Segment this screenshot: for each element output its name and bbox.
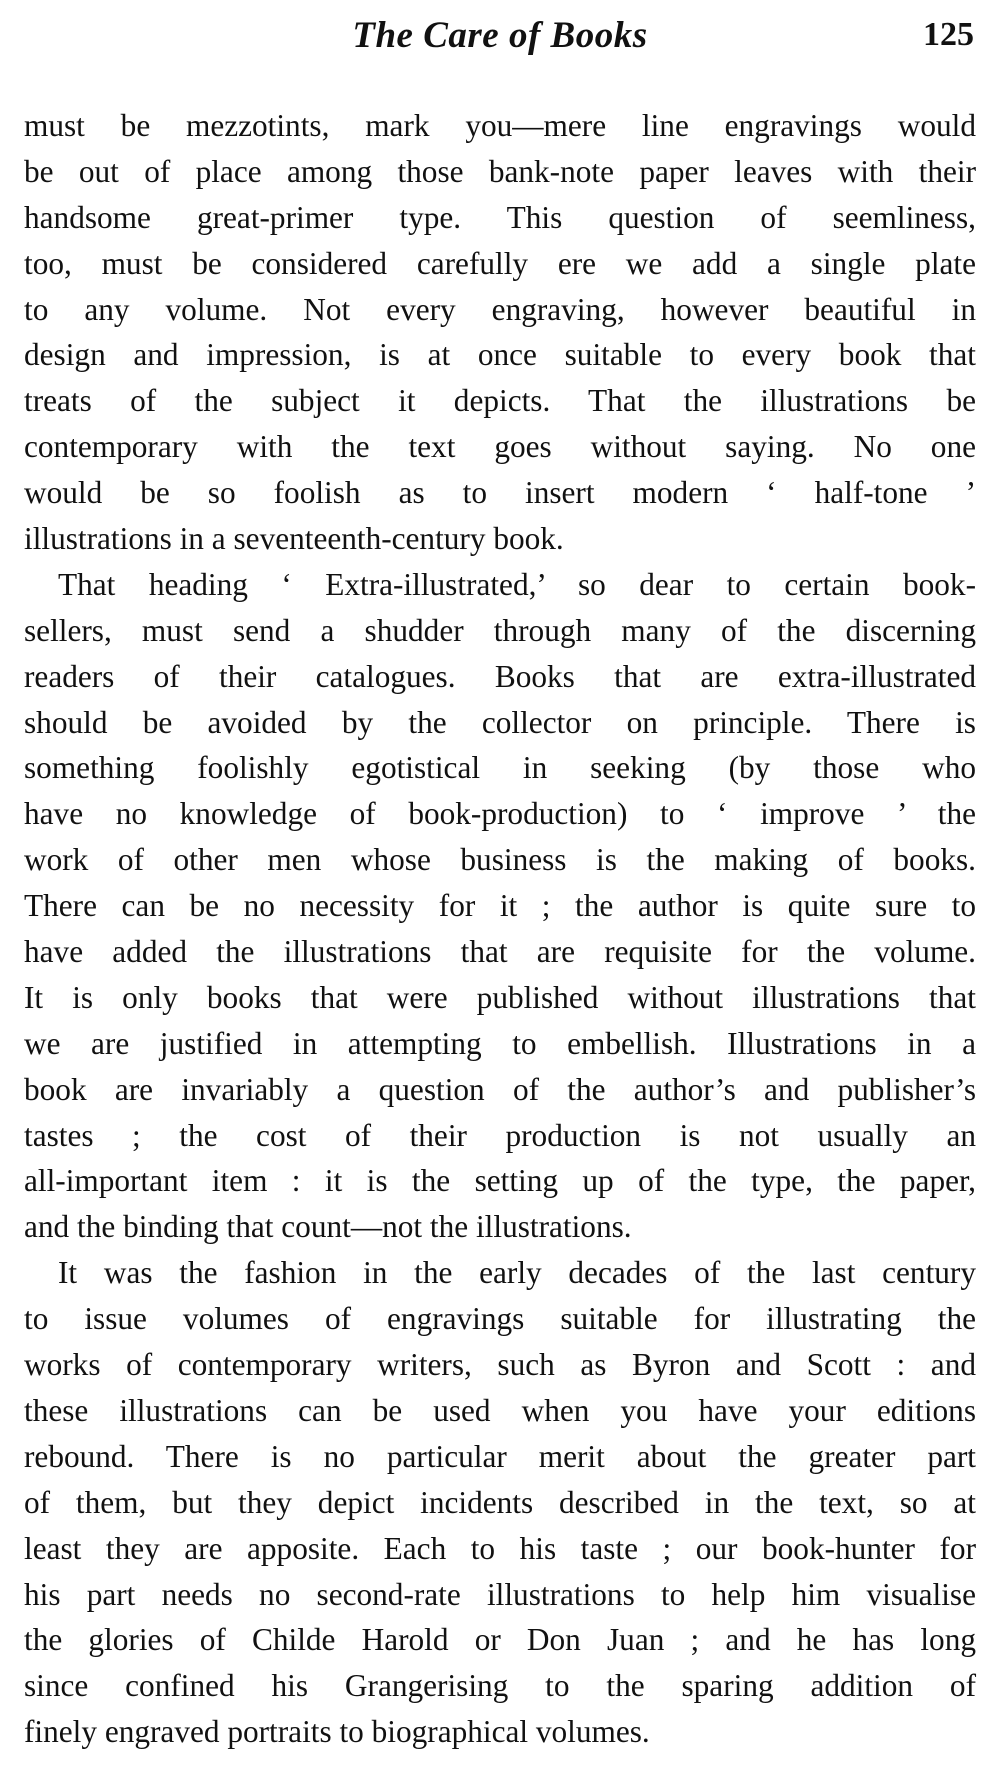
book-page [24, 0, 976, 1781]
paragraph-2 [24, 562, 976, 1250]
text-line: book are invariably a question of the author’s and publisher’s [24, 1071, 976, 1107]
text-line: least they are apposite. Each to his taste ; our book-hunter for [24, 1530, 976, 1566]
text-line: rebound. There is no particular merit about the greater part [24, 1438, 976, 1474]
running-title: The Care of Books [352, 15, 648, 56]
text-line: be out of place among those bank-note paper leaves with their [24, 153, 976, 189]
text-line: treats of the subject it depicts. That the illustrations be [24, 383, 976, 419]
text-line: all-important item : it is the setting up of the type, the paper, [24, 1163, 976, 1199]
text-line: to issue volumes of engravings suitable for illustrating the [24, 1301, 976, 1337]
page-number: 125 [923, 16, 974, 53]
text-line: have added the illustrations that are requisite for the volume. [24, 934, 976, 970]
text-line: design and impression, is at once suitable to every book that [24, 337, 976, 373]
text-line: It is only books that were published without illustrations that [24, 979, 976, 1015]
paragraph-3 [24, 1250, 976, 1755]
text-line: It was the fashion in the early decades of the last century [58, 1255, 976, 1291]
text-line: his part needs no second-rate illustrations to help him visualise [24, 1576, 976, 1612]
text-line: of them, but they depict incidents described in the text, so at [24, 1484, 976, 1520]
text-line: There can be no necessity for it ; the author is quite sure to [24, 888, 976, 924]
text-line: works of contemporary writers, such as Byron and Scott : and [24, 1347, 976, 1383]
text-line: would be so foolish as to insert modern ‘ half-tone ’ [24, 475, 976, 511]
text-line: That heading ‘ Extra-illustrated,’ so dear to certain book- [58, 566, 976, 602]
body-text [24, 103, 976, 1755]
text-line: sellers, must send a shudder through many of the discerning [24, 612, 976, 648]
text-line: something foolishly egotistical in seeking (by those who [24, 750, 976, 786]
text-line: readers of their catalogues. Books that are extra-illustrated [24, 658, 976, 694]
text-line: should be avoided by the collector on principle. There is [24, 704, 976, 740]
text-line: contemporary with the text goes without saying. No one [24, 429, 976, 465]
text-line: have no knowledge of book-production) to ‘ improve ’ the [24, 796, 976, 832]
running-head [24, 0, 976, 100]
paragraph-1 [24, 103, 976, 562]
text-line: the glories of Childe Harold or Don Juan ; and he has long [24, 1622, 976, 1658]
text-line: since confined his Grangerising to the sparing addition of [24, 1668, 976, 1704]
text-line: and the binding that count—not the illustrations. [24, 1209, 632, 1245]
text-line: we are justified in attempting to embellish. Illustrations in a [24, 1025, 976, 1061]
text-line: must be mezzotints, mark you—mere line engravings would [24, 108, 976, 143]
text-line: finely engraved portraits to biographical volumes. [24, 1714, 650, 1750]
text-line: tastes ; the cost of their production is not usually an [24, 1117, 976, 1153]
text-line: to any volume. Not every engraving, however beautiful in [24, 291, 976, 327]
text-line: too, must be considered carefully ere we add a single plate [24, 245, 976, 281]
text-line: these illustrations can be used when you have your editions [24, 1392, 976, 1428]
text-line: work of other men whose business is the making of books. [24, 842, 976, 878]
text-line: illustrations in a seventeenth-century book. [24, 521, 564, 557]
text-line: handsome great-primer type. This question of seemliness, [24, 199, 976, 235]
